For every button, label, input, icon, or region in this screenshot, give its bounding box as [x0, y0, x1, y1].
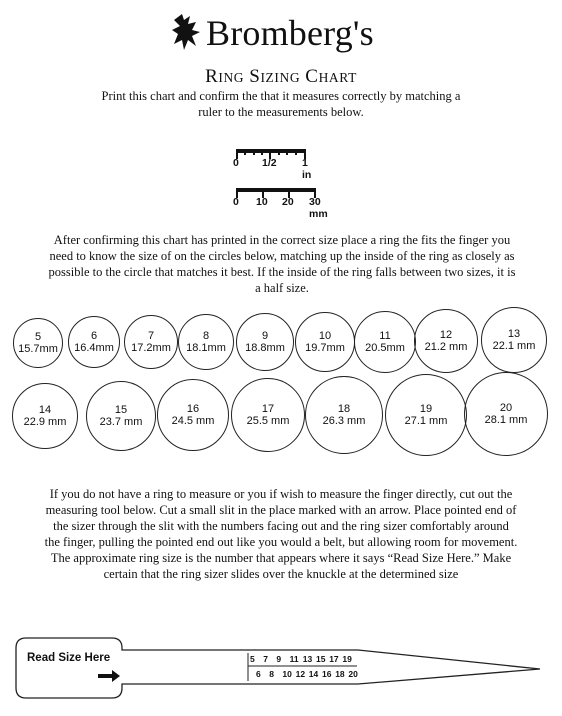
- ruler-label: 0: [233, 157, 239, 169]
- ring-circle: [157, 379, 229, 451]
- ring-size: 10: [318, 329, 332, 342]
- ring-mm: 27.1 mm: [404, 414, 448, 427]
- sizer-number: 9: [276, 654, 282, 664]
- sizer-number: 12: [295, 669, 306, 679]
- right-arrow-icon: [98, 670, 120, 682]
- ring-circle: [295, 312, 355, 372]
- ring-size: 13: [507, 327, 521, 340]
- sizer-instructions: If you do not have a ring to measure or you if wish to measure the finger directly, cut out the measuring tool below. Cut a small slit in the place marked with an arrow. Place pointed end of the sizer through the slit with the numbers facing out and the ring sizer comfortably around the finger, pulling the pointed end out like you would a belt, but allowing room for movement. The approximate ring size is the number that appears where it says “Read Size Here.” Make certain that the ring sizer slides over the knuckle at the determined size: [44, 487, 518, 581]
- ring-mm: 16.4mm: [74, 341, 114, 354]
- sizer-number: 8: [269, 669, 274, 679]
- ring-size: 14: [38, 403, 52, 416]
- ruler-label: 30 mm: [309, 196, 328, 220]
- ring-circle: [68, 316, 120, 368]
- sizer-number: 6: [256, 669, 261, 679]
- ring-mm: 22.9 mm: [23, 415, 67, 428]
- ring-size: 12: [439, 328, 453, 341]
- ring-mm: 21.2 mm: [424, 340, 468, 353]
- ring-mm: 24.5 mm: [171, 414, 215, 427]
- ring-circle: [231, 378, 305, 452]
- ring-mm: 19.7mm: [305, 341, 345, 354]
- intro-text: Print this chart and confirm the that it measures correctly by matching a ruler to the measurements below.: [101, 89, 461, 119]
- ring-mm: 25.5 mm: [246, 414, 290, 427]
- ring-sizer-tool: [0, 626, 562, 706]
- circle-instructions: After confirming this chart has printed in the correct size place a ring the fits the finger you need to know the size of on the circles below, matching up the inside of the ring as closely as possible to the circle that matches it best. If the inside of the ring falls between two sizes, it is a half size.: [48, 233, 516, 295]
- ring-circle: [236, 313, 294, 371]
- ring-circle: [481, 307, 547, 373]
- brand-name: Bromberg's: [206, 13, 374, 53]
- ring-size: 19: [419, 402, 433, 415]
- sizer-number: 13: [302, 654, 313, 664]
- ring-circle: [414, 309, 478, 373]
- sizer-number: 15: [316, 654, 326, 664]
- ring-mm: 28.1 mm: [484, 413, 528, 426]
- ring-size: 18: [337, 402, 351, 415]
- ring-mm: 23.7 mm: [99, 415, 143, 428]
- ring-mm: 18.1mm: [186, 341, 226, 354]
- ruler-label: 0: [233, 196, 239, 208]
- ring-size: 9: [261, 329, 269, 342]
- sizer-number: 19: [342, 654, 352, 664]
- ring-size: 11: [379, 329, 391, 342]
- ring-circle: [464, 372, 548, 456]
- ruler-label: 1 in: [302, 157, 312, 181]
- sizer-number: 17: [329, 654, 339, 664]
- ring-size: 20: [499, 401, 513, 414]
- sizer-number: 18: [335, 669, 345, 679]
- ring-size: 15: [114, 403, 128, 416]
- ring-circle: [354, 311, 416, 373]
- ring-circle: [178, 314, 234, 370]
- ring-circle: [86, 381, 156, 451]
- page-title: RING SIZING CHART: [205, 66, 357, 87]
- ring-size: 8: [202, 329, 210, 342]
- sizer-number: 16: [322, 669, 332, 679]
- ring-mm: 18.8mm: [245, 341, 285, 354]
- ring-circle: [12, 383, 78, 449]
- brand-logo: [170, 8, 390, 60]
- ring-mm: 20.5mm: [365, 341, 405, 354]
- sizer-number: 20: [348, 669, 358, 679]
- ring-mm: 22.1 mm: [492, 339, 536, 352]
- ring-mm: 26.3 mm: [322, 414, 366, 427]
- sizer-number: 11: [289, 654, 299, 664]
- ring-circle: [305, 376, 383, 454]
- sizer-number: 14: [308, 669, 319, 679]
- sizer-outline: [0, 626, 562, 706]
- read-size-label: Read Size Here: [27, 652, 111, 664]
- griffin-icon: [170, 12, 204, 52]
- ring-circle: [385, 374, 467, 456]
- mm-ruler: [233, 188, 328, 220]
- sizer-number: 10: [282, 669, 292, 679]
- ring-size: 5: [34, 330, 42, 343]
- ring-size: 17: [261, 402, 275, 415]
- ring-size: 7: [147, 329, 155, 342]
- ring-mm: 15.7mm: [18, 342, 58, 355]
- ruler-label: 1/2: [262, 157, 277, 169]
- ring-size: 16: [186, 402, 200, 415]
- ruler-label: 20: [282, 196, 294, 208]
- sizer-number: 5: [250, 654, 255, 664]
- ruler-label: 10: [256, 196, 268, 208]
- ring-circle: [124, 315, 178, 369]
- inch-ruler: [233, 149, 312, 181]
- sizer-number: 7: [263, 654, 268, 664]
- ring-mm: 17.2mm: [131, 341, 171, 354]
- ring-size: 6: [90, 329, 98, 342]
- ring-circle: [13, 318, 63, 368]
